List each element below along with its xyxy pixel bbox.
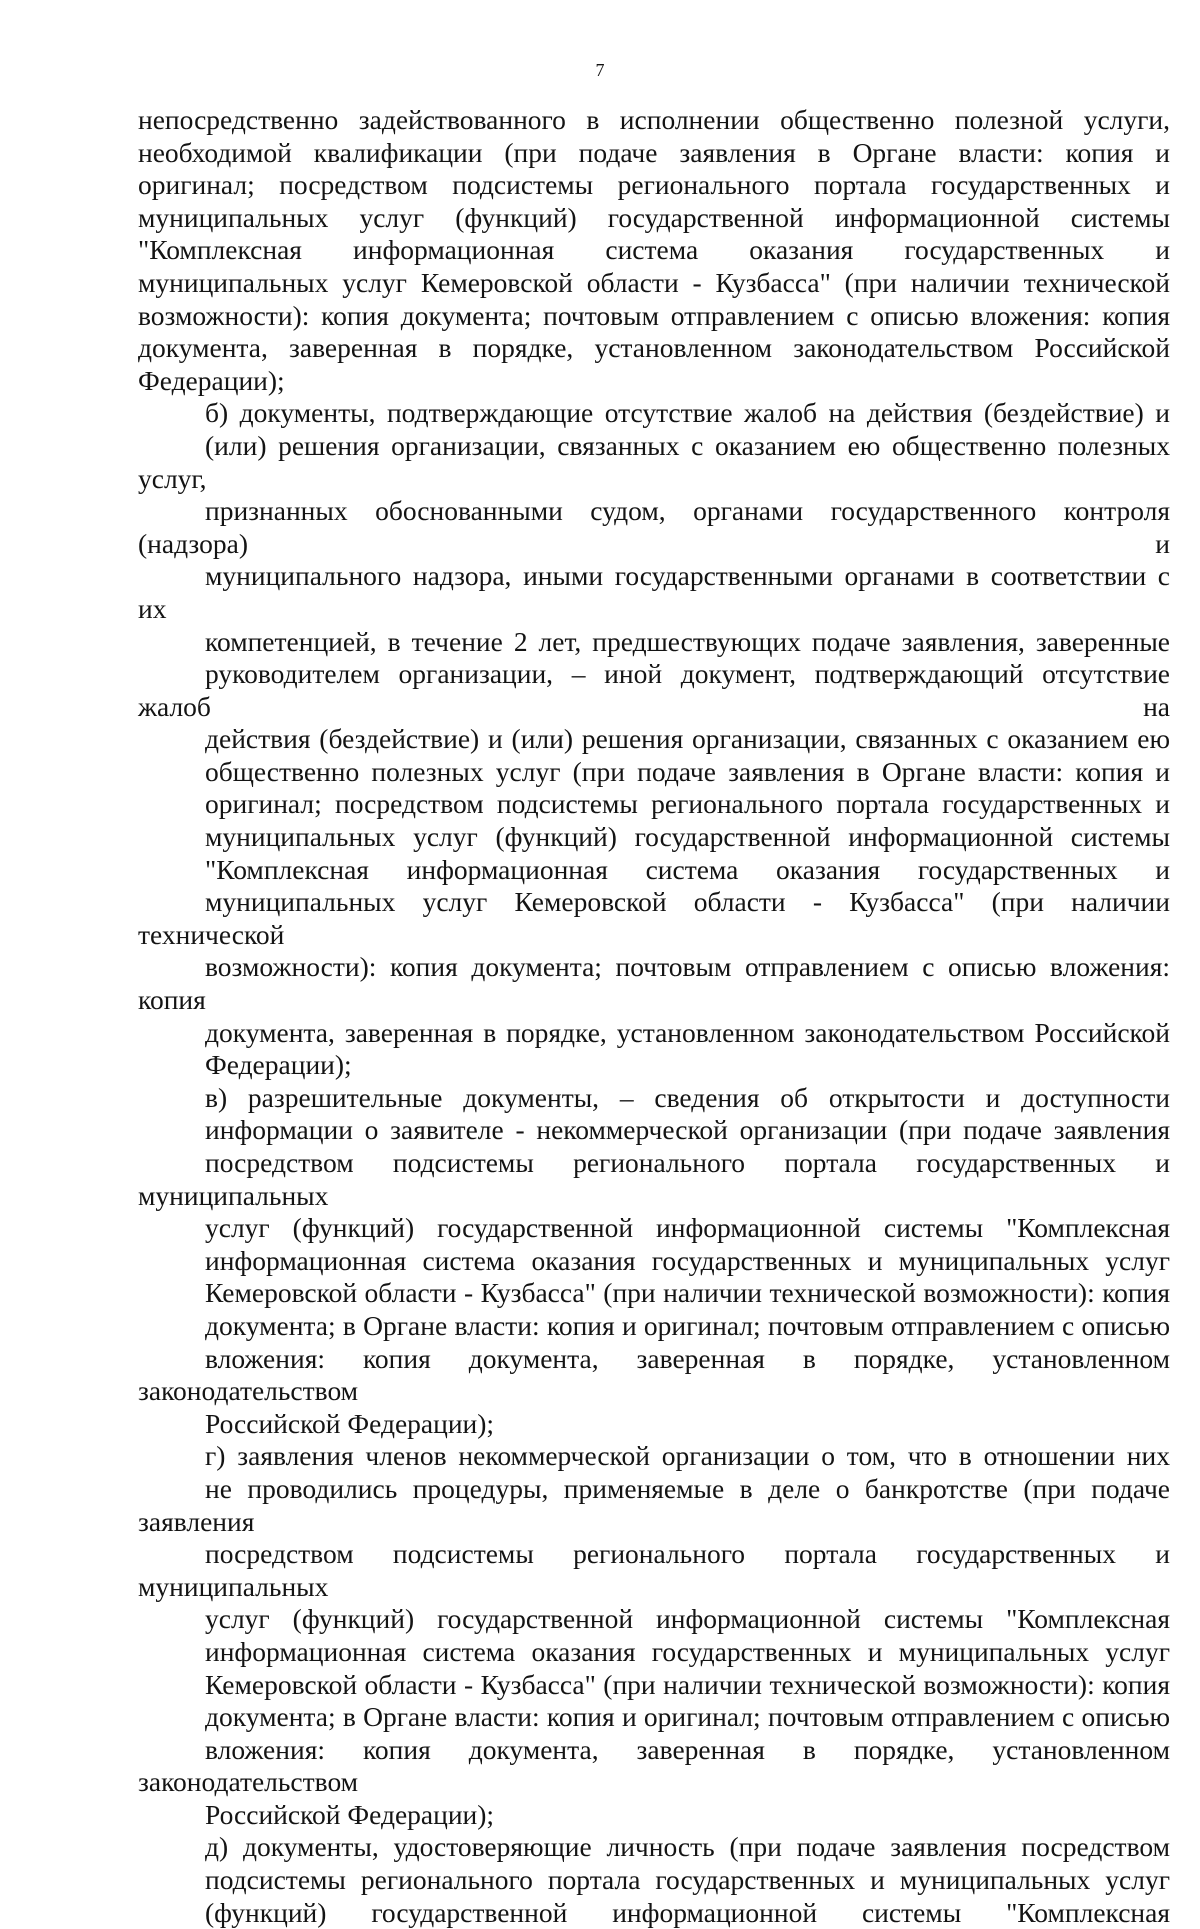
text-line: муниципальных услуг (функций) государственной информационной системы <box>138 201 1170 233</box>
text-line: (или) решения организации, связанных с оказанием ею общественно полезных услуг, <box>138 429 1170 494</box>
text-line: муниципальных услуг (функций) государственной информационной системы <box>205 821 1170 853</box>
text-line: общественно полезных услуг (при подаче заявления в Органе власти: копия и <box>205 755 1170 787</box>
text-line: муниципального надзора, иными государственными органами в соответствии с их <box>138 560 1170 624</box>
text-line: возможности): копия документа; почтовым отправлением с описью вложения: копия <box>138 951 1170 1016</box>
text-line: Кемеровской области - Кузбасса" (при наличии технической возможности): копия <box>205 1668 1170 1700</box>
text-line: компетенцией, в течение 2 лет, предшествующих подаче заявления, заверенные <box>205 625 1170 657</box>
text-line: муниципальных услуг Кемеровской области - Кузбасса" (при наличии технической <box>138 886 1170 950</box>
text-line: оригинал; посредством подсистемы регионального портала государственных и <box>205 788 1170 820</box>
text-line: непосредственно задействованного в исполнении общественно полезной услуги, <box>138 104 1170 135</box>
paragraph-item-d <box>138 1831 1170 1929</box>
text-line: оригинал; посредством подсистемы регионального портала государственных и <box>138 169 1170 201</box>
text-line: информационная система оказания государственных и муниципальных услуг <box>205 1635 1170 1667</box>
text-line: д) документы, удостоверяющие личность (при подаче заявления посредством <box>205 1831 1170 1863</box>
text-line: информационная система оказания государственных и муниципальных услуг <box>205 1244 1170 1276</box>
text-line: не проводились процедуры, применяемые в деле о банкротстве (при подаче заявления <box>138 1472 1170 1537</box>
text-line: документа, заверенная в порядке, установленном законодательством Российской <box>138 332 1170 364</box>
text-line: необходимой квалификации (при подаче заявления в Органе власти: копия и <box>138 136 1170 168</box>
page-number: 7 <box>595 60 605 80</box>
text-line: документа; в Органе власти: копия и оригинал; почтовым отправлением с описью <box>205 1701 1170 1733</box>
paragraph-continuation <box>138 104 1170 397</box>
text-line: признанных обоснованными судом, органами государственного контроля (надзора) и <box>138 495 1170 559</box>
paragraph-item-v <box>138 1082 1170 1441</box>
text-line: (функций) государственной информационной системы "Комплексная <box>205 1896 1170 1928</box>
text-line: посредством подсистемы регионального портала государственных и муниципальных <box>138 1538 1170 1602</box>
text-line: вложения: копия документа, заверенная в порядке, установленном законодательством <box>138 1342 1170 1407</box>
text-line: подсистемы регионального портала государственных и муниципальных услуг <box>205 1864 1170 1896</box>
document-body <box>138 104 1170 1929</box>
text-line: информации о заявителе - некоммерческой организации (при подаче заявления <box>205 1114 1170 1146</box>
text-line: б) документы, подтверждающие отсутствие жалоб на действия (бездействие) и <box>205 397 1170 429</box>
text-line: г) заявления членов некоммерческой организации о том, что в отношении них <box>205 1440 1170 1472</box>
text-line: руководителем организации, – иной документ, подтверждающий отсутствие жалоб на <box>138 658 1170 722</box>
text-line: в) разрешительные документы, – сведения об открытости и доступности <box>205 1081 1170 1113</box>
text-line: действия (бездействие) и (или) решения организации, связанных с оказанием ею <box>205 723 1170 755</box>
text-line: "Комплексная информационная система оказания государственных и <box>205 853 1170 885</box>
text-line: Федерации); <box>138 364 285 396</box>
text-line: возможности): копия документа; почтовым отправлением с описью вложения: копия <box>138 299 1170 331</box>
paragraph-item-g <box>138 1440 1170 1831</box>
text-line: Кемеровской области - Кузбасса" (при наличии технической возможности): копия <box>205 1277 1170 1309</box>
text-line: Российской Федерации); <box>205 1798 495 1830</box>
text-line: вложения: копия документа, заверенная в порядке, установленном законодательством <box>138 1733 1170 1798</box>
text-line: посредством подсистемы регионального портала государственных и муниципальных <box>138 1147 1170 1211</box>
text-line: Федерации); <box>205 1049 352 1081</box>
text-line: Российской Федерации); <box>205 1407 495 1439</box>
text-line: документа, заверенная в порядке, установленном законодательством Российской <box>205 1016 1170 1048</box>
text-line: "Комплексная информационная система оказания государственных и <box>138 234 1170 266</box>
text-line: документа; в Органе власти: копия и оригинал; почтовым отправлением с описью <box>205 1309 1170 1341</box>
text-line: услуг (функций) государственной информационной системы "Комплексная <box>205 1603 1170 1635</box>
paragraph-item-b <box>138 397 1170 1081</box>
text-line: услуг (функций) государственной информационной системы "Комплексная <box>205 1212 1170 1244</box>
text-line: муниципальных услуг Кемеровской области - Кузбасса" (при наличии технической <box>138 266 1170 298</box>
